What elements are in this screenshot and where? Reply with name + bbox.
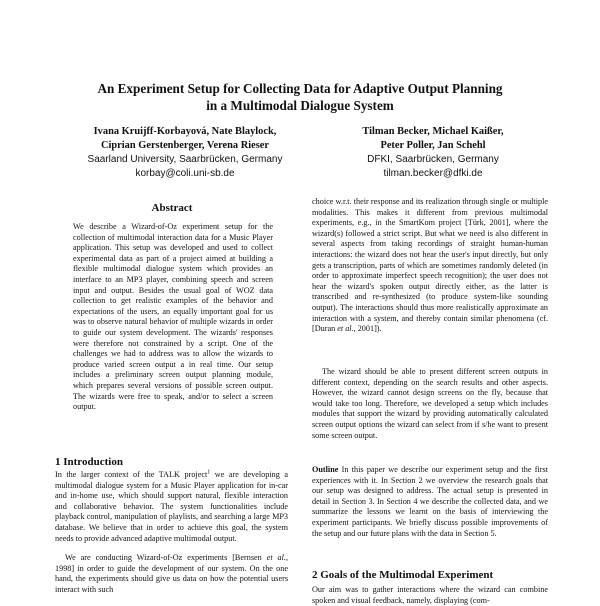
section-1-paragraph-1 (55, 470, 288, 544)
section-2-heading: 2 Goals of the Multimodal Experiment (312, 569, 494, 581)
right-p1-rest: , 2001]). (353, 324, 382, 334)
author-names-right-2: Peter Poller, Jan Schehl (380, 140, 486, 151)
footnote-marker: 1 (207, 469, 211, 476)
author-block-left (60, 125, 310, 181)
section-1-p2-start: We are conducting Wizard-of-Oz experiments [Bernsen (65, 553, 267, 562)
outline-label: Outline (312, 465, 339, 474)
affiliation-right: DFKI, Saarbrücken, Germany (367, 154, 499, 165)
section-1-p2-rest: , 1998] in order to guide the development of our system. On the one hand, the experiments should give us data on how the potential users interact with such (55, 553, 288, 594)
right-p1-start: choice w.r.t. their response and its realization through single or multiple modalities. This makes it different from previous multimodal experiments, e.g., in the SmartKom project [Türk, 2001], where the wizard(s) followed a strict script. But what we need is also different in several aspects from taking recordings of straight human-human interactions: the wizard does not hear the user's input directly, but only gets a transcription, parts of which are sometimes randomly deleted (in order to approximate imperfect speech recognition); the user does not hear the wizard's spoken output directly either, as the latter is transcribed and re-synthesized (to produce system-like sounding output). The interactions should thus more realistically approximate an interaction with a system, and thereby contain similar phenomena (cf. [Duran (312, 197, 548, 334)
paper-title (40, 80, 560, 114)
affiliation-left: Saarland University, Saarbrücken, Germany (87, 154, 283, 165)
email-right: tilman.becker@dfki.de (383, 168, 483, 179)
abstract-heading: Abstract (151, 202, 193, 214)
right-p1-etal: et al. (337, 324, 354, 334)
title-line-2: in a Multimodal Dialogue System (206, 98, 394, 113)
section-1-p2-etal: et al. (266, 553, 286, 562)
title-line-1: An Experiment Setup for Collecting Data for Adaptive Output Planning (97, 81, 503, 96)
author-block-right (318, 125, 548, 181)
author-names-right-1: Tilman Becker, Michael Kaißer, (362, 126, 504, 137)
section-2-paragraph: Our aim was to gather interactions where the wizard can combine spoken and visual feedback, namely, displaying (com- (312, 585, 548, 605)
section-1-heading: 1 Introduction (55, 456, 123, 468)
section-1-paragraph-2 (55, 553, 288, 595)
abstract-text: We describe a Wizard-of-Oz experiment setup for the collection of multimodal interaction data for a Music Player application. This setup was developed and used to collect experimental data as part of a project aimed at building a flexible multimodal dialogue system which provides an interface to an MP3 player, combining speech and screen input and output. Besides the usual goal of WOZ data collection to get realistic examples of the behavior and expectations of the users, an equally important goal for us was to observe natural behavior of multiple wizards in order to guide our system development. The wizards' responses were therefore not constrained by a script. One of the challenges we had to address was to allow the wizards to produce varied screen output a in real time. Our setup includes a preliminary screen output planning module, which prepares several versions of possible screen output. The wizards were free to speak, and/or to select a screen output. (73, 222, 273, 412)
author-names-left-1: Ivana Kruijff-Korbayová, Nate Blaylock, (93, 126, 277, 137)
author-names-left-2: Ciprian Gerstenberger, Verena Rieser (101, 140, 269, 151)
email-left: korbay@coli.uni-sb.de (135, 168, 235, 179)
outline-text: In this paper we describe our experiment setup and the first experiences with it. In Section 2 we overview the research goals that our setup was designed to address. The actual setup is presented in detail in Section 3. In Section 4 we describe the collected data, and we summarize the lessons we learnt on the basis of interviewing the experiment participants. We briefly discuss possible improvements of the setup and our future plans with the data in Section 5. (312, 465, 548, 538)
right-column-paragraph-1 (312, 197, 548, 335)
outline-paragraph (312, 465, 548, 539)
right-column-paragraph-2: The wizard should be able to present different screen outputs in different context, depending on the search results and other aspects. However, the wizard cannot design screens on the fly, because that would take too long. Therefore, we developed a setup which includes modules that support the wizard by providing automatically calculated screen output options the wizard can select from if s/he want to present some screen output. (312, 367, 548, 440)
section-1-p1-rest: we are developing a multimodal dialogue system for a Music Player application for in-car and in-home use, which should support natural, flexible interaction and collaborative behavior. The system functionalities include playback control, manipulation of playlists, and searching a large MP3 database. We believe that in order to achieve this goal, the system needs to provide advanced adaptive multimodal output. (55, 470, 288, 543)
section-1-p1-start: In the larger context of the TALK project (55, 470, 208, 479)
